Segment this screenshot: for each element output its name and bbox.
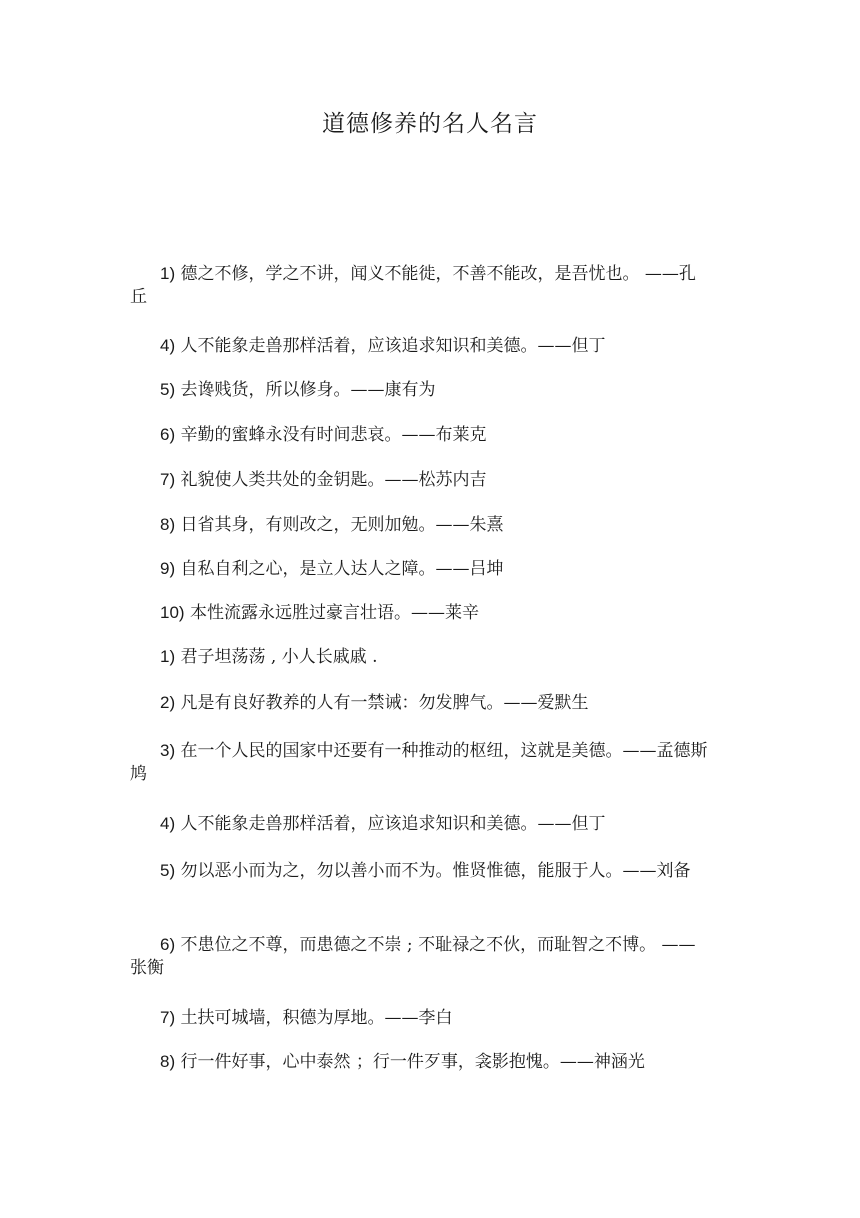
quote-number: 6): [160, 935, 176, 954]
document-title: 道德修养的名人名言: [322, 111, 538, 137]
quote-item: [130, 739, 710, 786]
quote-item: [130, 378, 710, 402]
quote-number: 4): [160, 814, 176, 833]
quote-number: 5): [160, 380, 176, 399]
quote-item: [130, 933, 710, 980]
quote-number: 8): [160, 515, 176, 534]
quote-text: 礼貌使人类共处的金钥匙。——松苏内吉: [175, 470, 487, 490]
quote-item: [130, 645, 710, 669]
quote-text: 勿以恶小而为之，勿以善小而不为。惟贤惟德，能服于人。——刘备: [175, 861, 691, 881]
quote-item: [130, 1050, 710, 1074]
quote-number: 9): [160, 559, 176, 578]
quote-text: 在一个人民的国家中还要有一种推动的枢纽，这就是美德。——孟德斯鸠: [130, 741, 708, 784]
quote-number: 8): [160, 1052, 176, 1071]
quote-text: 土扶可城墙，积德为厚地。——李白: [175, 1008, 453, 1028]
quote-item: [130, 812, 710, 836]
quote-number: 5): [160, 861, 176, 880]
quote-text: 去谗贱货，所以修身。——康有为: [175, 380, 436, 400]
quote-text: 行一件好事，心中泰然 ；行一件歹事，衾影抱愧。——神涵光: [175, 1052, 645, 1072]
quote-text: 辛勤的蜜蜂永没有时间悲哀。——布莱克: [175, 425, 487, 445]
quote-number: 10): [160, 603, 185, 622]
quote-text: 人不能象走兽那样活着，应该追求知识和美德。——但丁: [175, 336, 606, 356]
quote-item: [130, 601, 710, 625]
quote-number: 7): [160, 1008, 176, 1027]
quote-number: 3): [160, 741, 176, 760]
quote-text: 凡是有良好教养的人有一禁诫：勿发脾气。——爱默生: [175, 693, 589, 713]
quote-item: [130, 1006, 710, 1030]
quote-text: 人不能象走兽那样活着，应该追求知识和美德。——但丁: [175, 814, 606, 834]
quote-text: 君子坦荡荡 , 小人长戚戚 .: [175, 647, 378, 667]
quote-text: 不患位之不尊，而患德之不崇 ; 不耻禄之不伙，而耻智之不博。 ——张衡: [130, 935, 696, 978]
quote-text: 本性流露永远胜过豪言壮语。——莱辛: [184, 603, 479, 623]
quote-text: 德之不修，学之不讲，闻义不能徙，不善不能改，是吾忧也。 ——孔丘: [130, 264, 696, 307]
quote-number: 2): [160, 693, 176, 712]
quote-item: [130, 557, 710, 581]
quote-number: 6): [160, 425, 176, 444]
quote-number: 1): [160, 264, 176, 283]
quote-item: [130, 859, 710, 883]
quote-number: 4): [160, 336, 176, 355]
quote-item: [130, 513, 710, 537]
quote-item: [130, 423, 710, 447]
quote-text: 日省其身，有则改之，无则加勉。——朱熹: [175, 515, 504, 535]
quote-item: [130, 262, 710, 309]
quote-item: [130, 334, 710, 358]
quote-item: [130, 691, 710, 715]
quote-number: 1): [160, 647, 176, 666]
quote-item: [130, 468, 710, 492]
quote-text: 自私自利之心，是立人达人之障。——吕坤: [175, 559, 504, 579]
quote-number: 7): [160, 470, 176, 489]
